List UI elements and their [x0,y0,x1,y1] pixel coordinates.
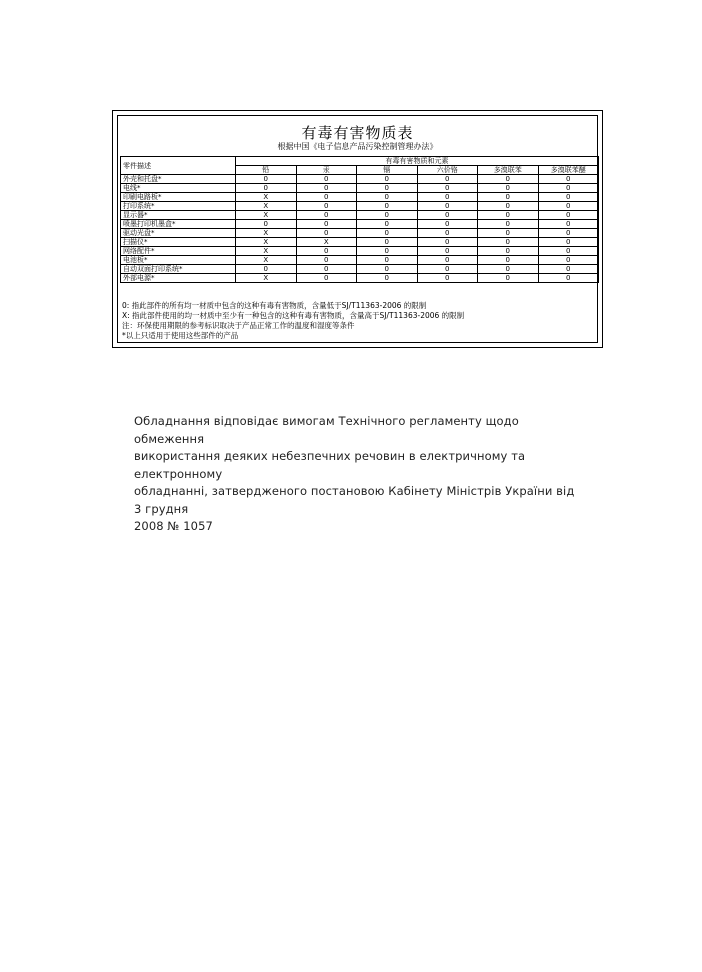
substance-value-cell: 0 [478,220,539,229]
substance-value-cell: 0 [417,238,478,247]
substance-header: 多溴联苯 [478,166,539,175]
table-row [121,256,599,265]
substance-value-cell: 0 [478,184,539,193]
substance-value-cell: X [296,238,357,247]
note-line: 0: 指此部件的所有均一材质中包含的这种有毒有害物质，含量低于SJ/T11363-2006 的限制 [122,301,427,310]
substance-value-cell: 0 [296,265,357,274]
substance-header: 铅 [236,166,297,175]
substance-value-cell: X [236,238,297,247]
substance-value-cell: 0 [478,193,539,202]
part-name-cell: 打印系统* [121,202,236,211]
substance-value-cell: 0 [538,265,599,274]
substance-value-cell: 0 [478,247,539,256]
note-line: 注：环保使用期限的参考标识取决于产品正常工作的温度和湿度等条件 [122,321,355,330]
substance-value-cell: 0 [417,256,478,265]
substance-value-cell: X [236,202,297,211]
substance-value-cell: 0 [417,229,478,238]
table-row [121,184,599,193]
substance-value-cell: 0 [478,211,539,220]
substance-value-cell: 0 [478,175,539,184]
table-row [121,202,599,211]
table-row [121,247,599,256]
substance-value-cell: X [236,211,297,220]
substance-value-cell: 0 [478,274,539,283]
substance-value-cell: 0 [478,229,539,238]
substance-value-cell: 0 [296,193,357,202]
substance-value-cell: 0 [296,220,357,229]
notice-line: Обладнання відповідає вимогам Технічного регламенту щодо обмеження [134,414,519,446]
substance-value-cell: 0 [357,220,418,229]
substance-value-cell: 0 [236,184,297,193]
substance-value-cell: 0 [538,220,599,229]
table-row [121,265,599,274]
substance-value-cell: 0 [538,202,599,211]
part-name-cell: 外壳和托盘* [121,175,236,184]
part-name-cell: 外部电源* [121,274,236,283]
notes-block [122,301,593,341]
notice-line: обладнанні, затвердженого постановою Кабінету Міністрів України від 3 грудня [134,484,575,516]
substance-value-cell: 0 [417,184,478,193]
substance-value-cell: 0 [296,256,357,265]
substance-value-cell: 0 [357,229,418,238]
part-name-cell: 驱动光盘* [121,229,236,238]
substance-value-cell: 0 [296,229,357,238]
table-subtitle: 根据中国《电子信息产品污染控制管理办法》 [277,142,438,151]
substance-value-cell: 0 [296,247,357,256]
substance-header: 多溴联苯醚 [538,166,599,175]
substance-header: 镉 [357,166,418,175]
substance-value-cell: 0 [538,247,599,256]
substance-value-cell: 0 [538,238,599,247]
substance-value-cell: 0 [357,265,418,274]
substance-value-cell: 0 [417,202,478,211]
table-title: 有毒有害物质表 [301,124,414,142]
hazardous-substances-panel [112,110,603,348]
substance-value-cell: 0 [357,193,418,202]
substance-value-cell: 0 [236,220,297,229]
substance-value-cell: 0 [296,211,357,220]
substance-value-cell: 0 [357,184,418,193]
substance-value-cell: 0 [357,238,418,247]
table-row [121,175,599,184]
substance-value-cell: X [236,247,297,256]
substance-value-cell: 0 [296,184,357,193]
note-line: X: 指此部件使用的均一材质中至少有一种包含的这种有毒有害物质，含量高于SJ/T11363-2006 的限制 [122,311,465,320]
notice-line: використання деяких небезпечних речовин в електричному та електронному [134,449,526,481]
substances-table [120,156,599,283]
table-row [121,238,599,247]
substance-value-cell: 0 [417,211,478,220]
substance-value-cell: 0 [417,247,478,256]
notice-line: 2008 № 1057 [134,519,213,533]
substance-value-cell: 0 [538,229,599,238]
substance-value-cell: 0 [538,211,599,220]
ukrainian-compliance-notice [134,413,584,536]
part-name-cell: 喷墨打印机墨盒* [121,220,236,229]
part-name-cell: 网络配件* [121,247,236,256]
part-name-cell: 自动双面打印系统* [121,265,236,274]
substance-value-cell: 0 [417,193,478,202]
substance-value-cell: 0 [478,256,539,265]
substance-value-cell: 0 [296,175,357,184]
substance-value-cell: 0 [357,202,418,211]
part-name-cell: 电线* [121,184,236,193]
substances-group-header: 有毒有害物质和元素 [236,157,599,166]
table-row [121,229,599,238]
substance-value-cell: 0 [296,274,357,283]
substance-value-cell: 0 [538,175,599,184]
substance-value-cell: 0 [478,202,539,211]
substance-value-cell: 0 [357,256,418,265]
substance-value-cell: 0 [236,265,297,274]
substance-value-cell: 0 [538,274,599,283]
substance-value-cell: X [236,274,297,283]
substance-value-cell: 0 [357,247,418,256]
substance-value-cell: X [236,229,297,238]
part-name-cell: 印刷电路板* [121,193,236,202]
table-body [121,175,599,283]
substance-header: 六价铬 [417,166,478,175]
part-description-header: 零件描述 [121,157,236,175]
substance-value-cell: 0 [236,175,297,184]
substance-value-cell: 0 [538,256,599,265]
substance-value-cell: 0 [417,175,478,184]
substance-value-cell: 0 [357,175,418,184]
substance-value-cell: 0 [357,211,418,220]
substance-value-cell: X [236,193,297,202]
part-name-cell: 电池板* [121,256,236,265]
substance-value-cell: 0 [417,265,478,274]
part-name-cell: 显示器* [121,211,236,220]
substance-value-cell: 0 [478,238,539,247]
table-row [121,193,599,202]
substance-value-cell: 0 [538,184,599,193]
panel-inner-border [117,115,598,343]
table-row [121,220,599,229]
table-row [121,211,599,220]
substance-value-cell: X [236,256,297,265]
substance-value-cell: 0 [417,220,478,229]
substance-value-cell: 0 [296,202,357,211]
note-line: *以上只适用于使用这些部件的产品 [122,331,239,340]
substance-value-cell: 0 [478,265,539,274]
table-header-row [121,157,599,166]
substance-value-cell: 0 [417,274,478,283]
substance-value-cell: 0 [357,274,418,283]
substance-header: 汞 [296,166,357,175]
table-row [121,274,599,283]
substance-value-cell: 0 [538,193,599,202]
part-name-cell: 扫描仪* [121,238,236,247]
